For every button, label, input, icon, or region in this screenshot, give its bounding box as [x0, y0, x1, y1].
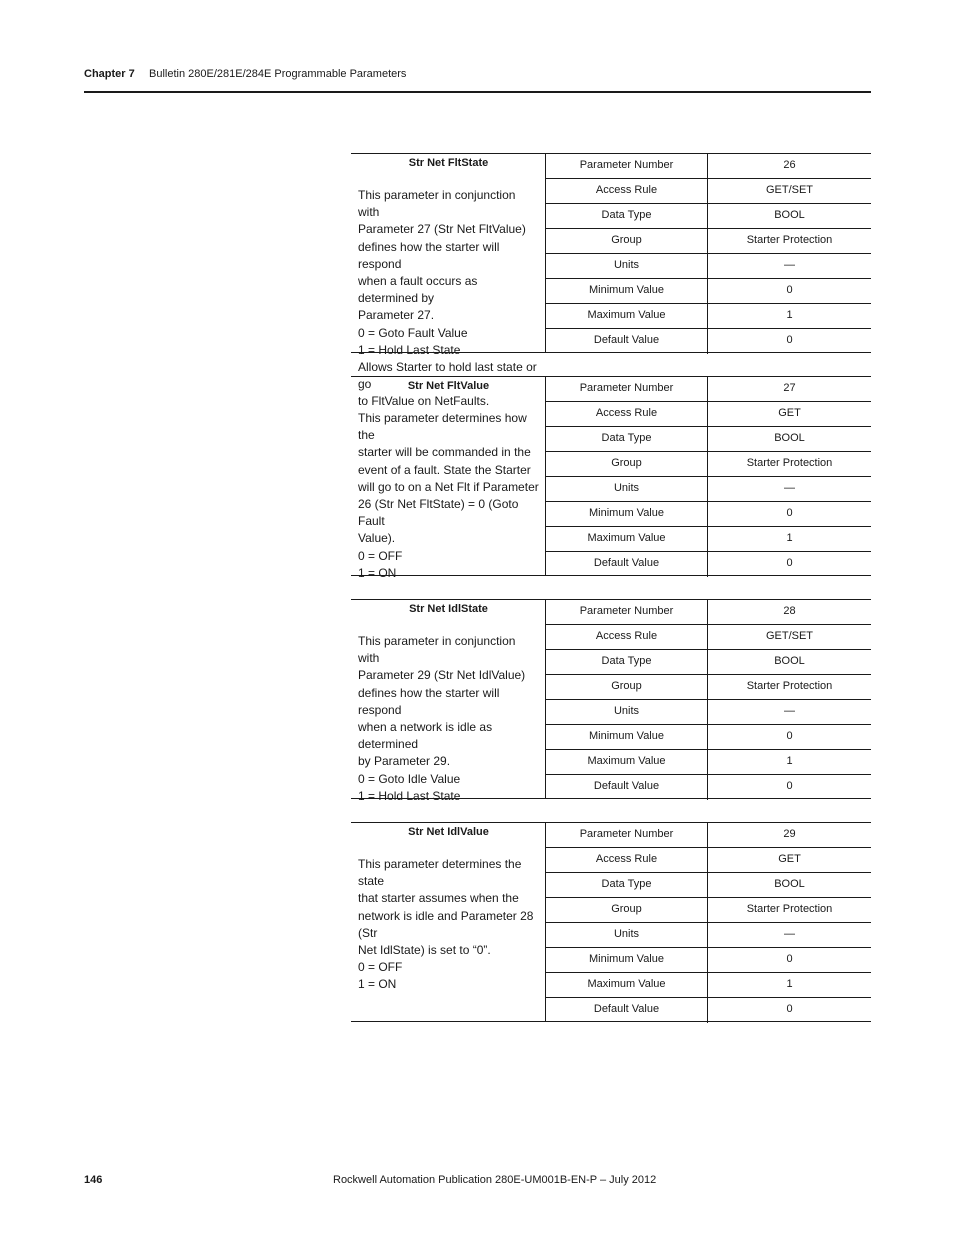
parameter-attributes — [546, 823, 871, 1021]
attribute-label: Access Rule — [546, 402, 708, 426]
attribute-label: Minimum Value — [546, 502, 708, 526]
parameter-table — [351, 153, 871, 409]
attribute-row — [546, 675, 871, 700]
attribute-label: Group — [546, 675, 708, 699]
attribute-value: 0 — [786, 953, 793, 965]
attribute-value: 0 — [786, 334, 793, 346]
attribute-value: GET/SET — [765, 630, 814, 642]
description-line: defines how the starter will respond — [358, 685, 500, 717]
header-title: Bulletin 280E/281E/284E Programmable Parameters — [149, 68, 407, 80]
parameter-description — [358, 856, 540, 994]
attribute-label: Access Rule — [546, 179, 708, 203]
attribute-value: — — [784, 259, 795, 271]
attribute-row — [546, 923, 871, 948]
attribute-row — [546, 600, 871, 625]
attribute-value: 1 — [786, 532, 793, 544]
attribute-row — [546, 650, 871, 675]
attribute-value: Starter Protection — [746, 680, 833, 692]
attribute-value: GET — [778, 853, 801, 865]
attribute-label: Data Type — [546, 427, 708, 451]
publication-info: Rockwell Automation Publication 280E-UM001B-EN-P – July 2012 — [333, 1174, 657, 1186]
attribute-row — [546, 229, 871, 254]
description-line: defines how the starter will respond — [358, 239, 500, 271]
attribute-value: 1 — [786, 309, 793, 321]
attribute-row — [546, 204, 871, 229]
description-line: when a fault occurs as determined by — [358, 274, 478, 306]
attribute-value: BOOL — [774, 878, 805, 890]
attribute-label: Minimum Value — [546, 279, 708, 303]
attribute-value: 1 — [786, 755, 793, 767]
attribute-label: Group — [546, 229, 708, 253]
parameter-description-cell — [351, 377, 546, 580]
parameter-table — [351, 376, 871, 580]
page-header — [84, 67, 871, 93]
attribute-value: — — [784, 928, 795, 940]
attribute-row — [546, 402, 871, 427]
attribute-label: Units — [546, 254, 708, 278]
attribute-value: 0 — [786, 1003, 793, 1015]
attribute-value: BOOL — [774, 209, 805, 221]
attribute-label: Maximum Value — [546, 527, 708, 551]
attribute-row — [546, 452, 871, 477]
description-line: 1 = Hold Last State — [358, 342, 461, 357]
description-line: Parameter 27. — [358, 308, 435, 323]
attribute-value: 0 — [786, 780, 793, 792]
description-line: network is idle and Parameter 28 (Str — [358, 908, 534, 940]
attribute-label: Parameter Number — [546, 377, 708, 401]
description-line: to FltValue on NetFaults. — [358, 394, 490, 409]
attribute-label: Access Rule — [546, 625, 708, 649]
attribute-label: Maximum Value — [546, 750, 708, 774]
attribute-row — [546, 750, 871, 775]
chapter-label: Chapter 7 — [84, 68, 135, 80]
description-line: starter will be commanded in the — [358, 445, 531, 460]
attribute-label: Default Value — [546, 998, 708, 1023]
attribute-value: 28 — [783, 605, 796, 617]
description-line: will go to on a Net Flt if Parameter — [358, 479, 539, 494]
attribute-label: Units — [546, 700, 708, 724]
page-number: 146 — [84, 1174, 103, 1186]
parameter-table — [351, 599, 871, 803]
attribute-value: 27 — [783, 382, 796, 394]
attribute-row — [546, 154, 871, 179]
attribute-value: BOOL — [774, 432, 805, 444]
attribute-value: 0 — [786, 507, 793, 519]
attribute-label: Data Type — [546, 873, 708, 897]
attribute-value: GET — [778, 407, 801, 419]
attribute-row — [546, 973, 871, 998]
attribute-label: Maximum Value — [546, 973, 708, 997]
description-line: This parameter determines the state — [358, 857, 522, 889]
attribute-row — [546, 848, 871, 873]
attribute-row — [546, 304, 871, 329]
description-line: 0 = Goto Idle Value — [358, 771, 461, 786]
attribute-value: GET/SET — [765, 184, 814, 196]
parameter-name: Str Net FltValue — [407, 380, 490, 392]
attribute-row — [546, 502, 871, 527]
description-line: 1 = ON — [358, 977, 397, 992]
description-line: This parameter in conjunction with — [358, 188, 516, 220]
description-line: 1 = Hold Last State — [358, 788, 461, 803]
description-line: when a network is idle as determined — [358, 720, 493, 752]
attribute-label: Group — [546, 452, 708, 476]
attribute-row — [546, 427, 871, 452]
attribute-label: Default Value — [546, 552, 708, 577]
attribute-value: Starter Protection — [746, 234, 833, 246]
parameter-attributes — [546, 154, 871, 352]
attribute-row — [546, 700, 871, 725]
attribute-row — [546, 377, 871, 402]
attribute-row — [546, 775, 871, 800]
attribute-row — [546, 279, 871, 304]
attribute-label: Minimum Value — [546, 948, 708, 972]
attribute-label: Units — [546, 477, 708, 501]
description-line: Net IdlState) is set to “0”. — [358, 943, 491, 958]
attribute-label: Parameter Number — [546, 154, 708, 178]
attribute-label: Default Value — [546, 775, 708, 800]
attribute-value: — — [784, 705, 795, 717]
attribute-value: BOOL — [774, 655, 805, 667]
parameter-description — [358, 410, 540, 582]
description-line: Parameter 27 (Str Net FltValue) — [358, 222, 526, 237]
parameter-attributes — [546, 600, 871, 798]
attribute-label: Maximum Value — [546, 304, 708, 328]
description-line: This parameter determines how the — [358, 411, 527, 443]
description-line: This parameter in conjunction with — [358, 634, 516, 666]
attribute-label: Minimum Value — [546, 725, 708, 749]
parameter-description-cell — [351, 823, 546, 1021]
parameter-description — [358, 633, 540, 805]
attribute-value: 0 — [786, 284, 793, 296]
attribute-row — [546, 477, 871, 502]
attribute-row — [546, 998, 871, 1023]
attribute-label: Data Type — [546, 650, 708, 674]
description-line: 0 = OFF — [358, 548, 403, 563]
parameter-name: Str Net FltState — [408, 157, 489, 169]
attribute-row — [546, 179, 871, 204]
attribute-value: 29 — [783, 828, 796, 840]
attribute-row — [546, 625, 871, 650]
attribute-value: Starter Protection — [746, 903, 833, 915]
attribute-value: — — [784, 482, 795, 494]
description-line: 26 (Str Net FltState) = 0 (Goto Fault — [358, 497, 519, 529]
attribute-label: Default Value — [546, 329, 708, 354]
description-line: Parameter 29 (Str Net IdlValue) — [358, 668, 526, 683]
attribute-value: 26 — [783, 159, 796, 171]
description-line: Allows Starter to hold last state or go — [358, 360, 537, 392]
attribute-value: 0 — [786, 557, 793, 569]
parameter-name: Str Net IdlValue — [408, 826, 489, 838]
attribute-label: Group — [546, 898, 708, 922]
description-line: Value). — [358, 531, 396, 546]
attribute-row — [546, 873, 871, 898]
attribute-row — [546, 552, 871, 577]
attribute-row — [546, 823, 871, 848]
parameter-table — [351, 822, 871, 1022]
attribute-label: Parameter Number — [546, 600, 708, 624]
attribute-label: Data Type — [546, 204, 708, 228]
attribute-label: Parameter Number — [546, 823, 708, 847]
attribute-row — [546, 948, 871, 973]
description-line: 0 = OFF — [358, 960, 403, 975]
attribute-row — [546, 527, 871, 552]
attribute-value: 1 — [786, 978, 793, 990]
description-line: that starter assumes when the — [358, 891, 519, 906]
description-line: 1 = ON — [358, 565, 397, 580]
attribute-label: Units — [546, 923, 708, 947]
parameter-attributes — [546, 377, 871, 575]
description-line: event of a fault. State the Starter — [358, 462, 531, 477]
attribute-row — [546, 254, 871, 279]
attribute-row — [546, 725, 871, 750]
attribute-row — [546, 329, 871, 354]
description-line: 0 = Goto Fault Value — [358, 325, 468, 340]
parameter-name: Str Net IdlState — [409, 603, 488, 615]
attribute-label: Access Rule — [546, 848, 708, 872]
attribute-value: Starter Protection — [746, 457, 833, 469]
attribute-value: 0 — [786, 730, 793, 742]
attribute-row — [546, 898, 871, 923]
parameter-description-cell — [351, 154, 546, 409]
description-line: by Parameter 29. — [358, 754, 451, 769]
parameter-description-cell — [351, 600, 546, 803]
